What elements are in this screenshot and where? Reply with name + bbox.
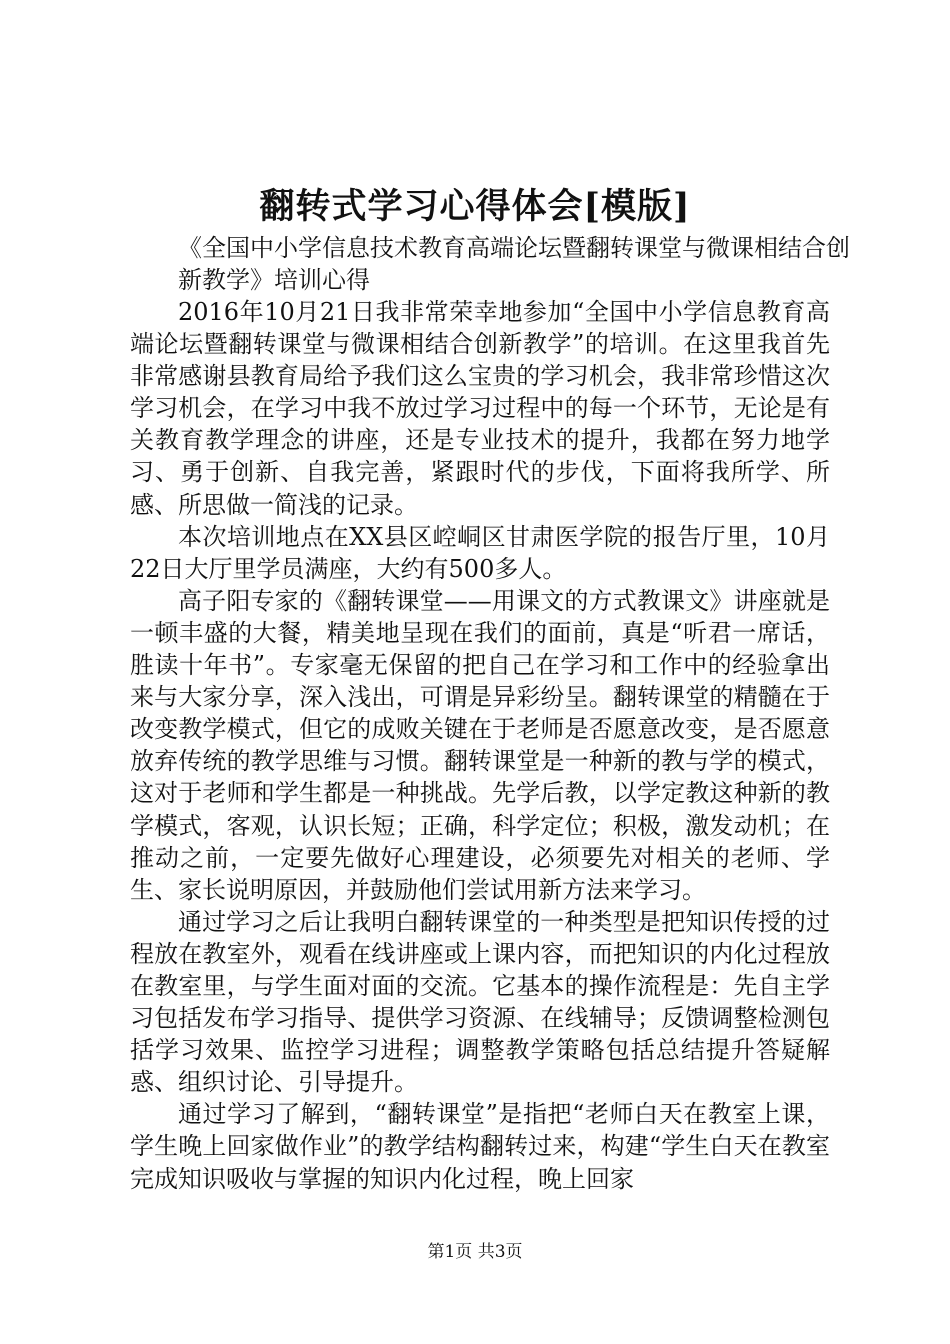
paragraph: 本次培训地点在XX县区崆峒区甘肃医学院的报告厅里，10月22日大厅里学员满座，大约有500多人。 bbox=[130, 522, 830, 583]
document-title: 翻转式学习心得体会[模版] bbox=[259, 186, 691, 227]
paragraph: 通过学习了解到，“翻转课堂”是指把“老师白天在教室上课，学生晚上回家做作业”的教学结构翻转过来，构建“学生白天在教室完成知识吸收与掌握的知识内化过程，晚上回家 bbox=[130, 1100, 830, 1193]
document-body bbox=[130, 296, 830, 1195]
paragraph: 通过学习之后让我明白翻转课堂的一种类型是把知识传授的过程放在教室外，观看在线讲座或上课内容，而把知识的内化过程放在教室里，与学生面对面的交流。它基本的操作流程是：先自主学习包括发布学习指导、提供学习资源、在线辅导；反馈调整检测包括学习效果、监控学习进程；调整教学策略包括总结提升答疑解惑、组织讨论、引导提升。 bbox=[130, 907, 830, 1097]
paragraph: 2016年10月21日我非常荣幸地参加“全国中小学信息教育高端论坛暨翻转课堂与微课相结合创新教学”的培训。在这里我首先非常感谢县教育局给予我们这么宝贵的学习机会，我非常珍惜这次学习机会，在学习中我不放过学习过程中的每一个环节，无论是有关教育教学理念的讲座，还是专业技术的提升，我都在努力地学习、勇于创新、自我完善，紧跟时代的步伐，下面将我所学、所感、所思做一简浅的记录。 bbox=[130, 298, 830, 519]
document-subtitle: 《全国中小学信息技术教育高端论坛暨翻转课堂与微课相结合创新教学》培训心得 bbox=[178, 234, 850, 294]
paragraph: 高子阳专家的《翻转课堂——用课文的方式教课文》讲座就是一顿丰盛的大餐，精美地呈现在我们的面前，真是“听君一席话，胜读十年书”。专家毫无保留的把自己在学习和工作中的经验拿出来与大家分享，深入浅出，可谓是异彩纷呈。翻转课堂的精髓在于改变教学模式，但它的成败关键在于老师是否愿意改变，是否愿意放弃传统的教学思维与习惯。翻转课堂是一种新的教与学的模式，这对于老师和学生都是一种挑战。先学后教，以学定教这种新的教学模式，客观，认识长短；正确，科学定位；积极，激发动机；在推动之前，一定要先做好心理建设，必须要先对相关的老师、学生、家长说明原因，并鼓励他们尝试用新方法来学习。 bbox=[130, 586, 830, 904]
page-footer: 第1页 共3页 bbox=[427, 1242, 523, 1262]
